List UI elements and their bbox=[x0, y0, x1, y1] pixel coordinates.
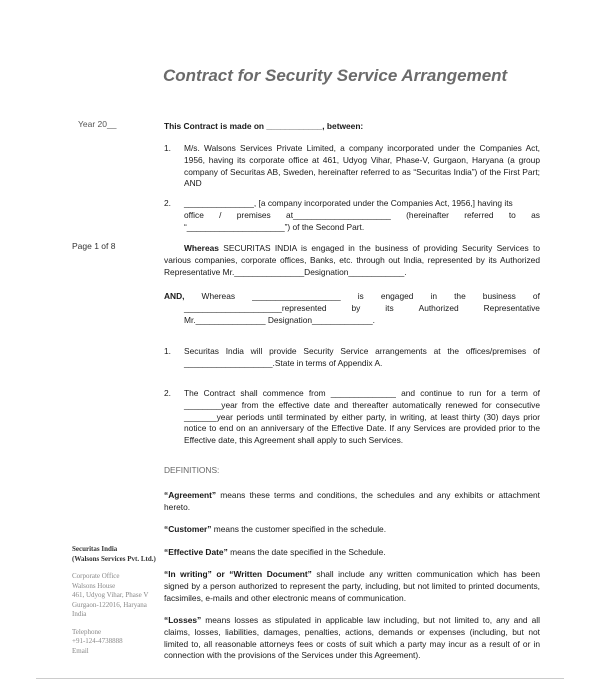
word: to bbox=[508, 209, 516, 220]
contract-intro bbox=[164, 121, 540, 133]
word: premises bbox=[236, 209, 271, 220]
definition-customer bbox=[164, 524, 540, 536]
address-line: Gurgaon-122016, Haryana bbox=[72, 600, 147, 609]
clause-1-number: 1. bbox=[164, 346, 171, 356]
word: referred bbox=[464, 209, 494, 220]
org-subname: (Walsons Services Pvt. Ltd.) bbox=[72, 554, 156, 563]
definitions-heading: DEFINITIONS: bbox=[164, 465, 220, 475]
and-clause bbox=[164, 291, 540, 326]
address-line: India bbox=[72, 610, 87, 618]
org-name: Securitas India bbox=[72, 545, 118, 553]
definition-text: means these terms and conditions, the schedules and any exhibits or attachment hereto. bbox=[164, 490, 540, 512]
address-line: 461, Udyog Vihar, Phase V bbox=[72, 591, 149, 599]
word: business bbox=[482, 291, 516, 301]
address-line: Walsons House bbox=[72, 581, 116, 590]
and-line-3: Mr._______________ Designation_____________. bbox=[184, 314, 375, 325]
party-1-number: 1. bbox=[164, 143, 171, 153]
word: Authorized bbox=[418, 302, 459, 313]
party-1-text: M/s. Walsons Services Private Limited, a company incorporated under the Companies Act, 1956, having its corporate office at 461, Udyog Vihar, Phase-V, Gurgaon, Haryana (a group company of Securitas AB, Sweden, hereinafter referred to as “Securitas India”) of the First Part; AND bbox=[184, 143, 540, 189]
word: the bbox=[454, 291, 466, 301]
party-2-line-1: _______________, [a company incorporated under the Companies Act, 1956,] having its bbox=[184, 198, 513, 208]
word: engaged bbox=[380, 291, 414, 301]
party-2-line-3: “_____________________”) of the Second Part. bbox=[184, 221, 365, 232]
word: is bbox=[357, 291, 364, 301]
definition-in-writing bbox=[164, 569, 540, 604]
definition-text: means the date specified in the Schedule. bbox=[227, 547, 386, 557]
word: in bbox=[430, 291, 438, 301]
intro-text: This Contract is made on ____________, between: bbox=[164, 121, 364, 131]
whereas-label: Whereas bbox=[184, 243, 219, 253]
sidebar-org-block bbox=[72, 545, 162, 656]
word: at_____________________ bbox=[286, 209, 391, 220]
party-2-number: 2. bbox=[164, 198, 171, 208]
definition-losses bbox=[164, 615, 540, 677]
word: Representative bbox=[483, 302, 540, 313]
telephone-value: +91-124-4738888 bbox=[72, 637, 123, 645]
definition-agreement bbox=[164, 490, 540, 514]
and-line-1 bbox=[164, 291, 540, 303]
party-2-block bbox=[184, 198, 540, 233]
word: as bbox=[531, 209, 540, 220]
address-line: Corporate Office bbox=[72, 572, 120, 580]
clause-2-text: The Contract shall commence from ______________ and continue to run for a term of ________year from the effective date and thereafter automatically renewed for consecutive _______year periods until terminated by either party, in writing, at least thirty (30) days prior notice to end on an anniversary of the Effective Date. If any Services are provided prior to the Effective date, this Agreement shall apply to such Services. bbox=[184, 388, 540, 446]
definition-effective-date bbox=[164, 547, 540, 559]
definition-term: “Effective Date” bbox=[164, 547, 228, 557]
definition-term: “Agreement” bbox=[164, 490, 217, 500]
word: _____________________represented bbox=[184, 302, 327, 313]
sidebar-year: Year 20__ bbox=[78, 119, 117, 129]
party-2-line-2 bbox=[184, 210, 540, 222]
document-title: Contract for Security Service Arrangement bbox=[163, 66, 508, 85]
definition-text: shall include any written communication which has been signed by a person authorized to represent the party, including, but not limited to printed documents, facsimiles, e-mails and other electronic means of communication. bbox=[164, 569, 541, 603]
sidebar-page-number: Page 1 of 8 bbox=[72, 241, 116, 251]
whereas-clause bbox=[164, 243, 540, 278]
clause-2-number: 2. bbox=[164, 388, 171, 398]
email-label: Email bbox=[72, 646, 89, 655]
definition-term: “Customer” bbox=[164, 524, 212, 534]
page-bottom-divider bbox=[36, 678, 564, 679]
and-line-2 bbox=[164, 303, 540, 315]
telephone-label: Telephone bbox=[72, 627, 102, 636]
definition-term: “In writing” or “Written Document” bbox=[164, 569, 312, 579]
word: its bbox=[385, 302, 394, 313]
word: (hereinafter bbox=[406, 209, 449, 220]
and-label: AND, bbox=[164, 291, 185, 301]
word: Whereas bbox=[201, 291, 236, 301]
definition-text: means the customer specified in the schedule. bbox=[211, 524, 387, 534]
word: of bbox=[532, 291, 540, 301]
word: / bbox=[219, 209, 222, 220]
clause-1-text: Securitas India will provide Security Service arrangements at the offices/premises of ___________________.State in terms of Appendix A. bbox=[184, 346, 540, 368]
word: ___________________ bbox=[252, 291, 341, 301]
word: office bbox=[184, 209, 204, 220]
whereas-text: SECURITAS INDIA is engaged in the business of providing Security Services to various companies, corporate offices, Banks, etc. through out India, represented by its Authorized Representative Mr._______________Designation____________. bbox=[164, 243, 540, 277]
definition-text: means losses as stipulated in applicable law including, but not limited to, any and all claims, losses, liabilities, damages, penalties, actions, demands or expenses (including, but not limited to, all reasonable attorneys fees or costs of suit which a party may incur as a result of or in connection with the provisions of the Services under this Agreement). bbox=[164, 615, 540, 661]
word: by bbox=[351, 302, 361, 313]
definition-term: “Losses” bbox=[164, 615, 202, 625]
